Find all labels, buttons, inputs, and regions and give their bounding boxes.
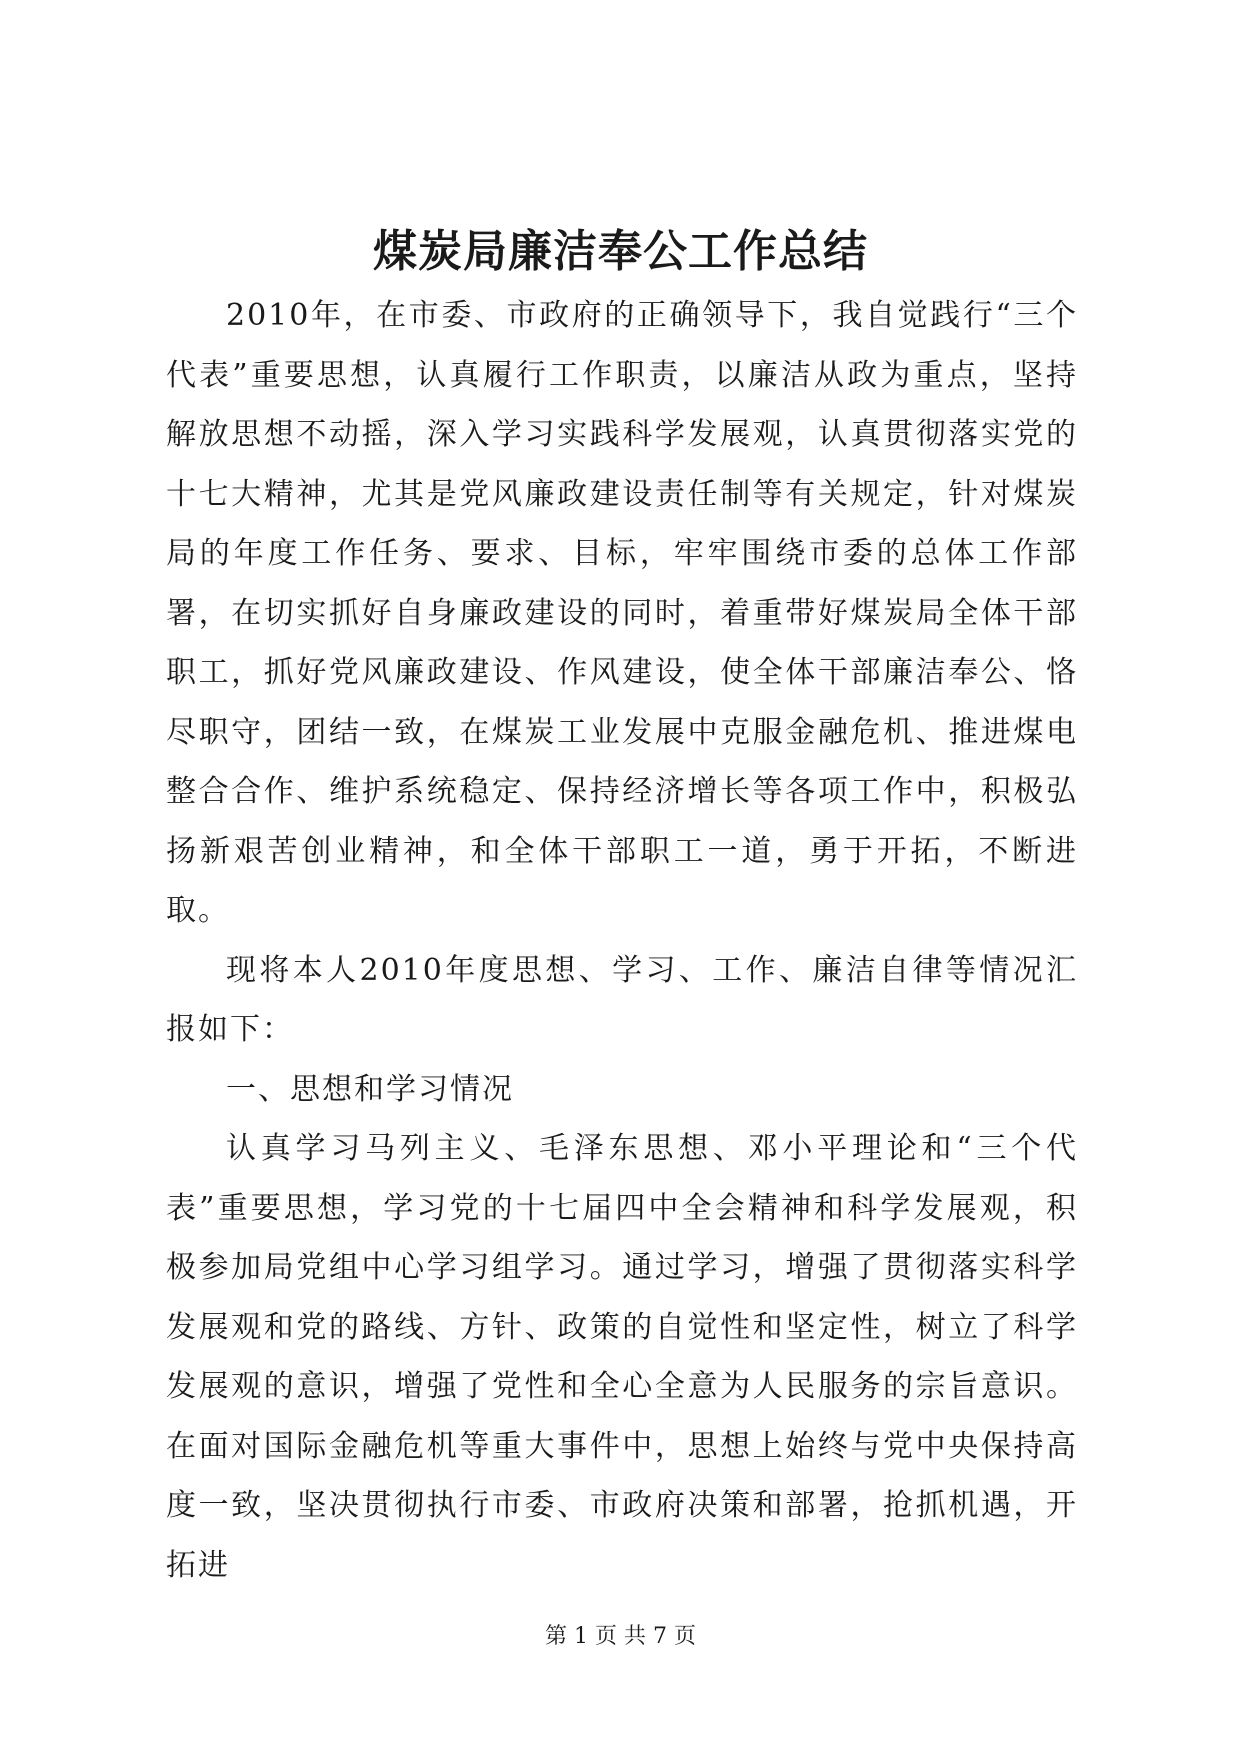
document-title: 煤炭局廉洁奉公工作总结 (373, 226, 868, 277)
section-heading: 一、思想和学习情况 (226, 1071, 514, 1107)
paragraph-report-statement: 现将本人2010年度思想、学习、工作、廉洁自律等情况汇报如下： (166, 952, 1078, 1047)
page-footer: 第 1 页 共 7 页 (545, 1624, 696, 1649)
paragraph-study: 认真学习马列主义、毛泽东思想、邓小平理论和“三个代表”重要思想，学习党的十七届四中全会精神和科学发展观，积极参加局党组中心学习组学习。通过学习，增强了贯彻落实科学发展观和党的路线、方针、政策的自觉性和坚定性，树立了科学发展观的意识，增强了党性和全心全意为人民服务的宗旨意识。在面对国际金融危机等重大事件中，思想上始终与党中央保持高度一致，坚决贯彻执行市委、市政府决策和部署，抢抓机遇，开拓进 (166, 1131, 1078, 1583)
document-body (166, 286, 1078, 1595)
paragraph-intro: 2010年，在市委、市政府的正确领导下，我自觉践行“三个代表”重要思想，认真履行工作职责，以廉洁从政为重点，坚持解放思想不动摇，深入学习实践科学发展观，认真贯彻落实党的十七大精神，尤其是党风廉政建设责任制等有关规定，针对煤炭局的年度工作任务、要求、目标，牢牢围绕市委的总体工作部署，在切实抓好自身廉政建设的同时，着重带好煤炭局全体干部职工，抓好党风廉政建设、作风建设，使全体干部廉洁奉公、恪尽职守，团结一致，在煤炭工业发展中克服金融危机、推进煤电整合合作、维护系统稳定、保持经济增长等各项工作中，积极弘扬新艰苦创业精神，和全体干部职工一道，勇于开拓，不断进取。 (166, 298, 1078, 928)
